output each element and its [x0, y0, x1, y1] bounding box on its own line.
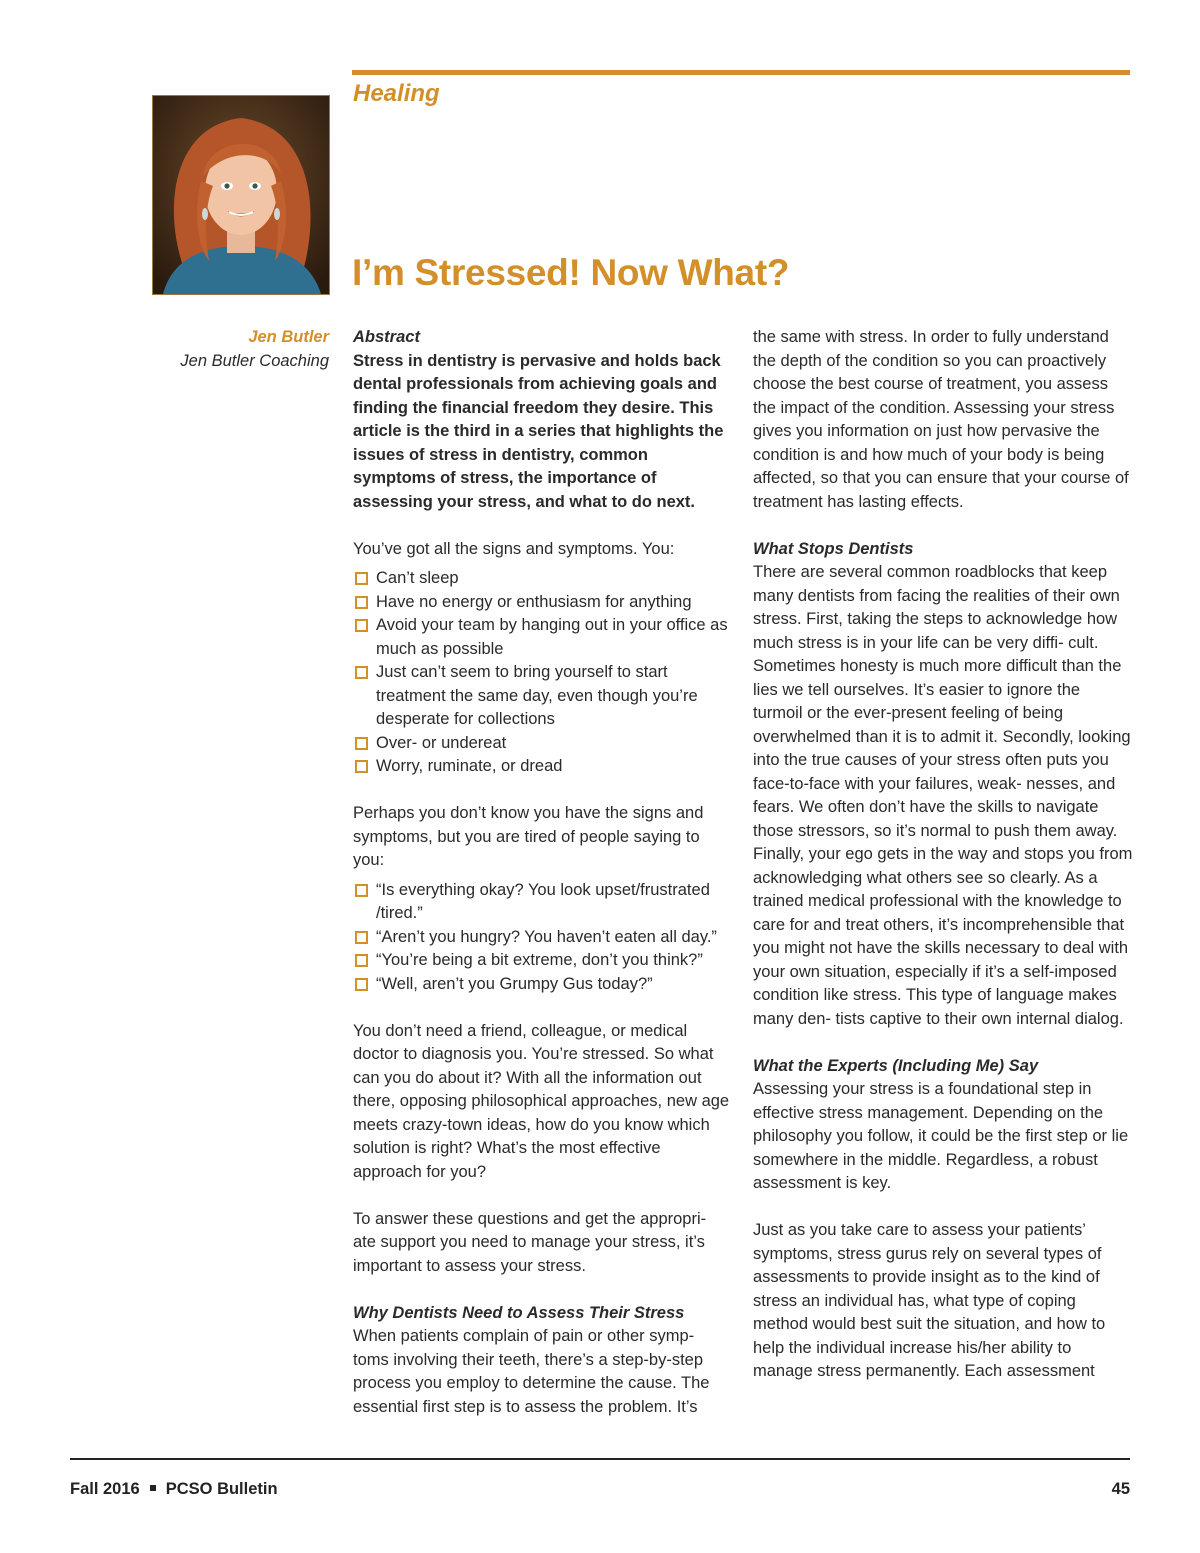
subheading: What the Experts (Including Me) Say [753, 1056, 1039, 1075]
paragraph: To answer these questions and get the appropri- ate support you need to manage your stress, it’s important to assess your stress. [353, 1209, 707, 1275]
article-title: I’m Stressed! Now What? [352, 252, 790, 293]
author-byline [180, 326, 329, 373]
checkbox-bullet-icon [355, 931, 368, 944]
footer-issue [70, 1480, 278, 1499]
quote-list [353, 879, 733, 997]
checkbox-bullet-icon [355, 572, 368, 585]
list-item: Have no energy or enthusiasm for anything [353, 591, 733, 615]
paragraph: Perhaps you don’t know you have the signs and symptoms, but you are tired of people saying to you: [353, 804, 704, 869]
checkbox-bullet-icon [355, 619, 368, 632]
list-item: Over- or undereat [353, 732, 733, 756]
list-item: Just can’t seem to bring yourself to start treatment the same day, even though you’re desperate for collections [353, 661, 733, 732]
checkbox-bullet-icon [355, 884, 368, 897]
subheading: What Stops Dentists [753, 539, 914, 558]
checkbox-bullet-icon [355, 666, 368, 679]
abstract-heading: Abstract [353, 328, 420, 346]
paragraph: Just as you take care to assess your patients’ symptoms, stress gurus rely on several types of assessments to provide insight as to the kind of stress an individual has, what type of coping method would best suit the situation, and how to help the individual increase his/her ability to manage stress permanently. Each assessment [753, 1221, 1106, 1380]
checkbox-bullet-icon [355, 737, 368, 750]
list-item: “Aren’t you hungry? You haven’t eaten all day.” [353, 926, 733, 950]
paragraph: When patients complain of pain or other symp- toms involving their teeth, there’s a step-by-step process you employ to determine the cause. The essential first step is to assess the problem. It’s [353, 1327, 710, 1416]
paragraph: the same with stress. In order to fully understand the depth of the condition so you can proactively choose the best course of treatment, you assess the impact of the condition. Assessing your stress gives you information on just how pervasive the condition is and how much of your body is being affected, so that you can ensure that your course of treatment has lasting effects. [753, 328, 1129, 511]
list-item: Avoid your team by hanging out in your office as much as possible [353, 614, 733, 661]
footer-season: Fall 2016 [70, 1480, 140, 1498]
list-item: “You’re being a bit extreme, don’t you think?” [353, 949, 733, 973]
page-number: 45 [1111, 1480, 1130, 1498]
symptom-list [353, 567, 733, 779]
author-affiliation: Jen Butler Coaching [180, 351, 329, 370]
abstract-text: Stress in dentistry is pervasive and holds back dental professionals from achieving goals and finding the financial freedom they desire. This article is the third in a series that highlights the issues of stress in dentistry, common symptoms of stress, the importance of assessing your stress, and what to do next. [353, 351, 724, 511]
section-label: Healing [353, 80, 440, 107]
checkbox-bullet-icon [355, 596, 368, 609]
checkbox-bullet-icon [355, 978, 368, 991]
footer-publication: PCSO Bulletin [165, 1480, 278, 1498]
paragraph: You don’t need a friend, colleague, or medical doctor to diagnosis you. You’re stressed. So what can you do about it? With all the information out there, opposing philosophical approaches, new age meets crazy-town ideas, how do you know which solution is right? What’s the most effective approach for you? [353, 1021, 730, 1181]
intro-paragraph: You’ve got all the signs and symptoms. You: [353, 539, 675, 558]
list-item: Worry, ruminate, or dread [353, 755, 733, 779]
column-left [353, 326, 733, 1419]
checkbox-bullet-icon [355, 760, 368, 773]
subheading: Why Dentists Need to Assess Their Stress [353, 1303, 685, 1322]
paragraph: Assessing your stress is a foundational step in effective stress management. Depending on the philosophy you follow, it could be the first step or lie somewhere in the middle. Regardless, a robust assessment is key. [753, 1080, 1129, 1192]
top-rule [352, 70, 1130, 75]
column-right [753, 326, 1133, 1384]
list-item: “Well, aren’t you Grumpy Gus today?” [353, 973, 733, 997]
author-photo [152, 95, 330, 295]
checkbox-bullet-icon [355, 954, 368, 967]
list-item: “Is everything okay? You look upset/frustrated /tired.” [353, 879, 733, 926]
portrait-illustration [153, 96, 329, 294]
footer-rule [70, 1458, 1130, 1460]
square-separator-icon [150, 1485, 156, 1491]
list-item: Can’t sleep [353, 567, 733, 591]
author-name: Jen Butler [248, 328, 329, 346]
paragraph: There are several common roadblocks that keep many dentists from facing the realities of their own stress. First, taking the steps to acknowledge how much stress is in your life can be very diffi- cult. Sometimes honesty is much more difficult than the lies we tell ourselves. It’s easier to ignore the turmoil or the ever-present feeling of being overwhelmed than it is to admit it. Secondly, looking into the true causes of your stress often puts you face-to-face with your failures, weak- nesses, and fears. We often don’t have the skills to navigate those stressors, so it’s normal to push them away. Finally, your ego gets in the way and stops you from acknowledging what others see so clearly. As a trained medical professional with the knowledge to care for and treat others, it’s incomprehensible that you might not have the skills necessary to deal with your own situation, especially if it’s a self-imposed condition like stress. This type of language makes many den- tists captive to their own internal dialog. [753, 563, 1133, 1028]
